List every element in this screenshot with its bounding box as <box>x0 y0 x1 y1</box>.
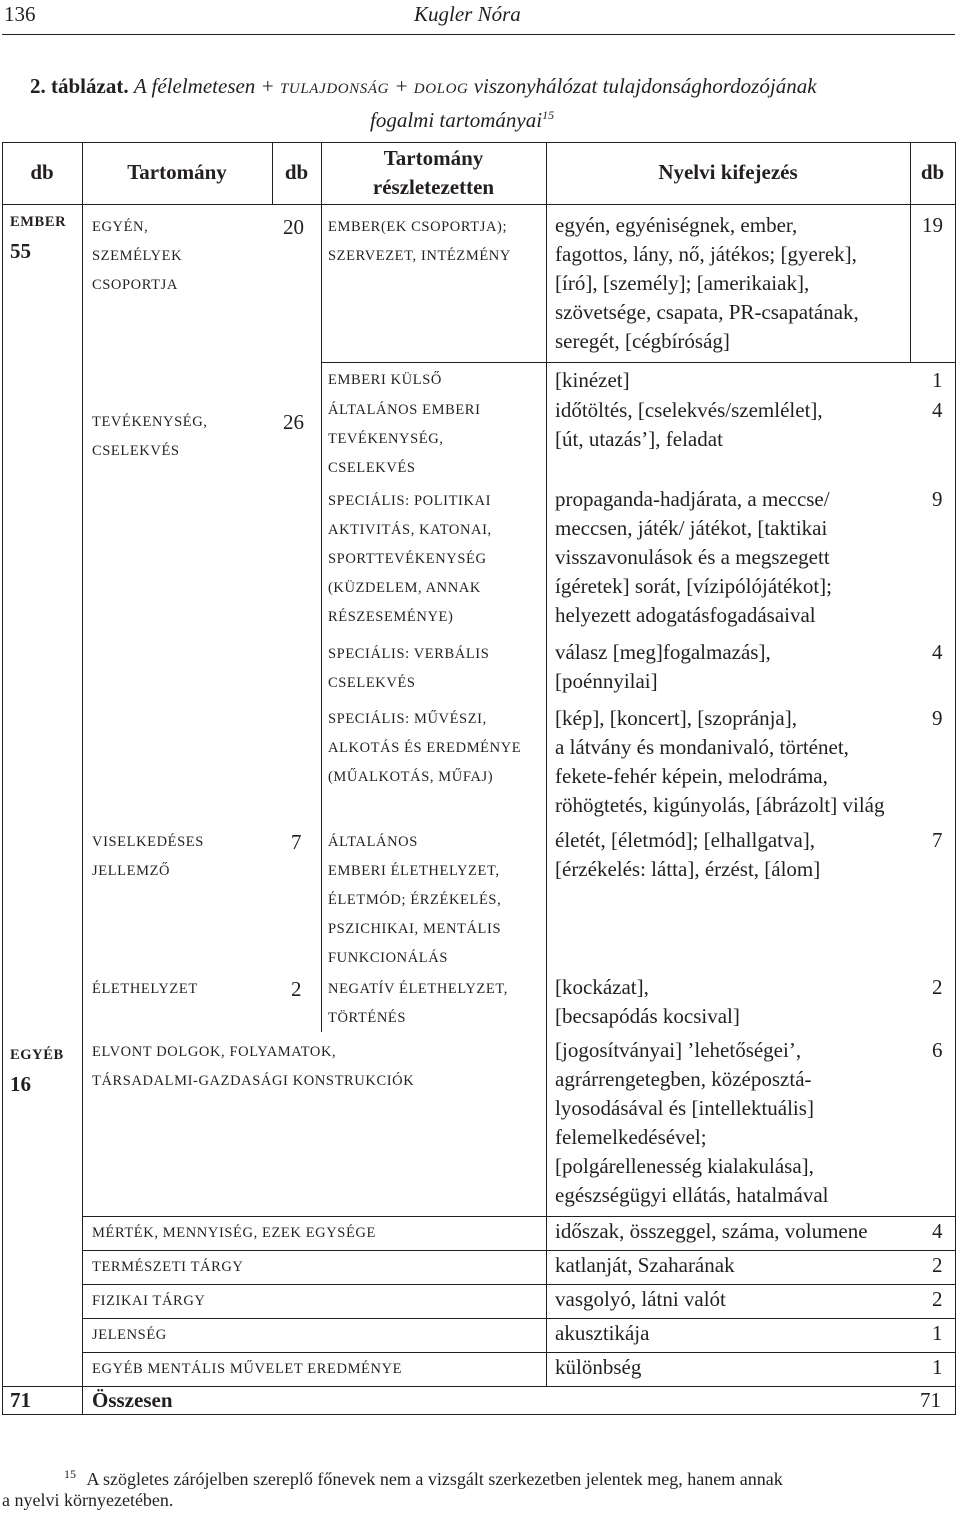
table-caption-line1 <box>30 72 817 104</box>
footnote-number: 15 <box>64 1467 76 1481</box>
group-egyeb-label: EGYÉB <box>10 1047 64 1063</box>
subdomain-specialis-muveszi: SPECIÁLIS: MŰVÉSZI, ALKOTÁS ÉS EREDMÉNYE (MŰALKOTÁS, MŰFAJ) <box>328 711 522 785</box>
expression-5: válasz [meg]fogalmazás], [poénnyilai] <box>555 640 771 693</box>
expression-3: időtöltés, [cselekvés/szemlélet], [út, utazás’], feladat <box>555 398 823 451</box>
caption-title: A félelmetesen + TULAJDONSÁG + DOLOG viszonyhálózat tulajdonsághordozójának <box>133 74 817 98</box>
expression-8-count: 2 <box>932 975 943 999</box>
expression-11: katlanját, Szaharának <box>555 1253 735 1277</box>
running-author: Kugler Nóra <box>414 2 521 26</box>
subdomain-altalanos-elethelyzet: ÁLTALÁNOS EMBERI ÉLETHELYZET, ÉLETMÓD; ÉRZÉKELÉS, PSZICHIKAI, MENTÁLIS FUNKCIONÁLÁS <box>328 834 502 966</box>
footnote-line1: $^{15}$ A szögletes zárójelben szereplő főnevek nem a vizsgált szerkezetben jelentek meg, hanem annak <box>64 1467 783 1489</box>
caption-label: 2. táblázat. <box>30 74 129 98</box>
subdomain-specialis-verbalis: SPECIÁLIS: VERBÁLIS CSELEKVÉS <box>328 646 490 691</box>
header-db-3: db <box>920 160 945 184</box>
domain-egyen: EGYÉN, SZEMÉLYEK CSOPORTJA <box>92 219 183 293</box>
expression-7-count: 7 <box>932 828 943 852</box>
group-egyeb-count: 16 <box>10 1072 31 1096</box>
expression-5-count: 4 <box>932 640 943 664</box>
expression-4-count: 9 <box>932 487 943 511</box>
subdomain-ember-csoport: EMBER(EK CSOPORTJA); SZERVEZET, INTÉZMÉNY <box>328 219 511 264</box>
footnote-ref: 15 <box>542 108 555 122</box>
domain-egyeb-mentalis: EGYÉB MENTÁLIS MŰVELET EREDMÉNYE <box>92 1361 403 1377</box>
total-count-left: 71 <box>10 1388 31 1412</box>
subdomain-altalanos-tevekenyseg: ÁLTALÁNOS EMBERI TEVÉKENYSÉG, CSELEKVÉS <box>328 402 481 476</box>
subdomain-specialis-politikai: SPECIÁLIS: POLITIKAI AKTIVITÁS, KATONAI, SPORTTEVÉKENYSÉG (KÜZDELEM, ANNAK RÉSZESEMÉNYE) <box>328 493 492 625</box>
expression-6-count: 9 <box>932 706 943 730</box>
table-top-rule <box>2 142 956 143</box>
total-count-right: 71 <box>920 1388 941 1412</box>
domain-elethelyzet: ÉLETHELYZET <box>92 981 198 997</box>
expression-1-count: 19 <box>922 213 943 237</box>
expression-8: [kockázat], [becsapódás kocsival] <box>555 975 740 1028</box>
expression-12-count: 2 <box>932 1287 943 1311</box>
page-number: 136 <box>4 2 36 26</box>
expression-12: vasgolyó, látni valót <box>555 1287 726 1311</box>
domain-viselkedeses-count: 7 <box>291 830 302 854</box>
domain-mertek: MÉRTÉK, MENNYISÉG, EZEK EGYSÉGE <box>92 1225 376 1241</box>
expression-2: [kinézet] <box>555 368 630 392</box>
subdomain-emberi-kulso: EMBERI KÜLSŐ <box>328 372 442 388</box>
domain-tevekenyseg-count: 26 <box>283 410 304 434</box>
expression-3-count: 4 <box>932 398 943 422</box>
footnote-line2: a nyelvi környezetében. <box>2 1490 174 1510</box>
domain-fizikai: FIZIKAI TÁRGY <box>92 1293 206 1309</box>
domain-viselkedeses: VISELKEDÉSES JELLEMZŐ <box>92 834 204 879</box>
expression-13: akusztikája <box>555 1321 650 1345</box>
group-ember-count: 55 <box>10 239 31 263</box>
header-rule <box>2 34 955 35</box>
domain-jelenseg: JELENSÉG <box>92 1327 167 1343</box>
domain-egyen-count: 20 <box>283 215 304 239</box>
expression-2-count: 1 <box>932 368 943 392</box>
expression-9: [jogosítványai] ’lehetőségei’, agrárrengetegben, középosztá- lyosodásával és [intellektuális] felemelkedésével; [polgárellenesség kialakulása], egészségügyi ellátás, hatalmával <box>555 1038 829 1207</box>
header-db-2: db <box>284 160 309 184</box>
expression-13-count: 1 <box>932 1321 943 1345</box>
expression-14-count: 1 <box>932 1355 943 1379</box>
expression-4: propaganda-hadjárata, a meccse/ meccsen, játék/ játékot, [taktikai visszavonulások és a megszegett ígéretek] sorát, [vízipólójátékot]; helyezett adogatásfogadásaival <box>555 487 832 627</box>
expression-11-count: 2 <box>932 1253 943 1277</box>
expression-1: egyén, egyéniségnek, ember, fagottos, lány, nő, játékos; [gyerek], [író], [személy]; [amerikaiak], szövetsége, csapata, PR-csapatának, seregét, [cégbíróság] <box>555 213 859 353</box>
expression-10-count: 4 <box>932 1219 943 1243</box>
header-tartomany: Tartomány <box>127 160 227 184</box>
header-tartomany-reszletezetten-1: Tartomány <box>383 146 484 170</box>
header-nyelvi-kifejezes: Nyelvi kifejezés <box>658 160 798 184</box>
expression-7: életét, [életmód]; [elhallgatva], [érzékelés: látta], érzést, [álom] <box>555 828 821 881</box>
domain-termeszeti: TERMÉSZETI TÁRGY <box>92 1259 244 1275</box>
table-header-rule <box>2 204 956 205</box>
domain-elethelyzet-count: 2 <box>291 977 302 1001</box>
expression-10: időszak, összeggel, száma, volumene <box>555 1219 868 1243</box>
subdomain-negativ-elethelyzet: NEGATÍV ÉLETHELYZET, TÖRTÉNÉS <box>328 981 508 1026</box>
domain-tevekenyseg: TEVÉKENYSÉG, CSELEKVÉS <box>92 414 208 459</box>
header-db-1: db <box>30 160 54 184</box>
total-label: Összesen <box>92 1388 173 1412</box>
domain-elvont: ELVONT DOLGOK, FOLYAMATOK, TÁRSADALMI-GAZDASÁGI KONSTRUKCIÓK <box>92 1044 415 1089</box>
expression-6: [kép], [koncert], [szopránja], a látvány és mondanivaló, történet, fekete-fehér képein, melodráma, röhögtetés, kigúnyolás, [ábrázolt] világ <box>555 706 885 817</box>
table-caption-line2: fogalmi tartományai$^{15}$ <box>370 108 555 132</box>
header-tartomany-reszletezetten-2: részletezetten <box>372 175 495 199</box>
expression-9-count: 6 <box>932 1038 943 1062</box>
group-ember-label: EMBER <box>10 214 67 230</box>
expression-14: különbség <box>555 1355 642 1379</box>
